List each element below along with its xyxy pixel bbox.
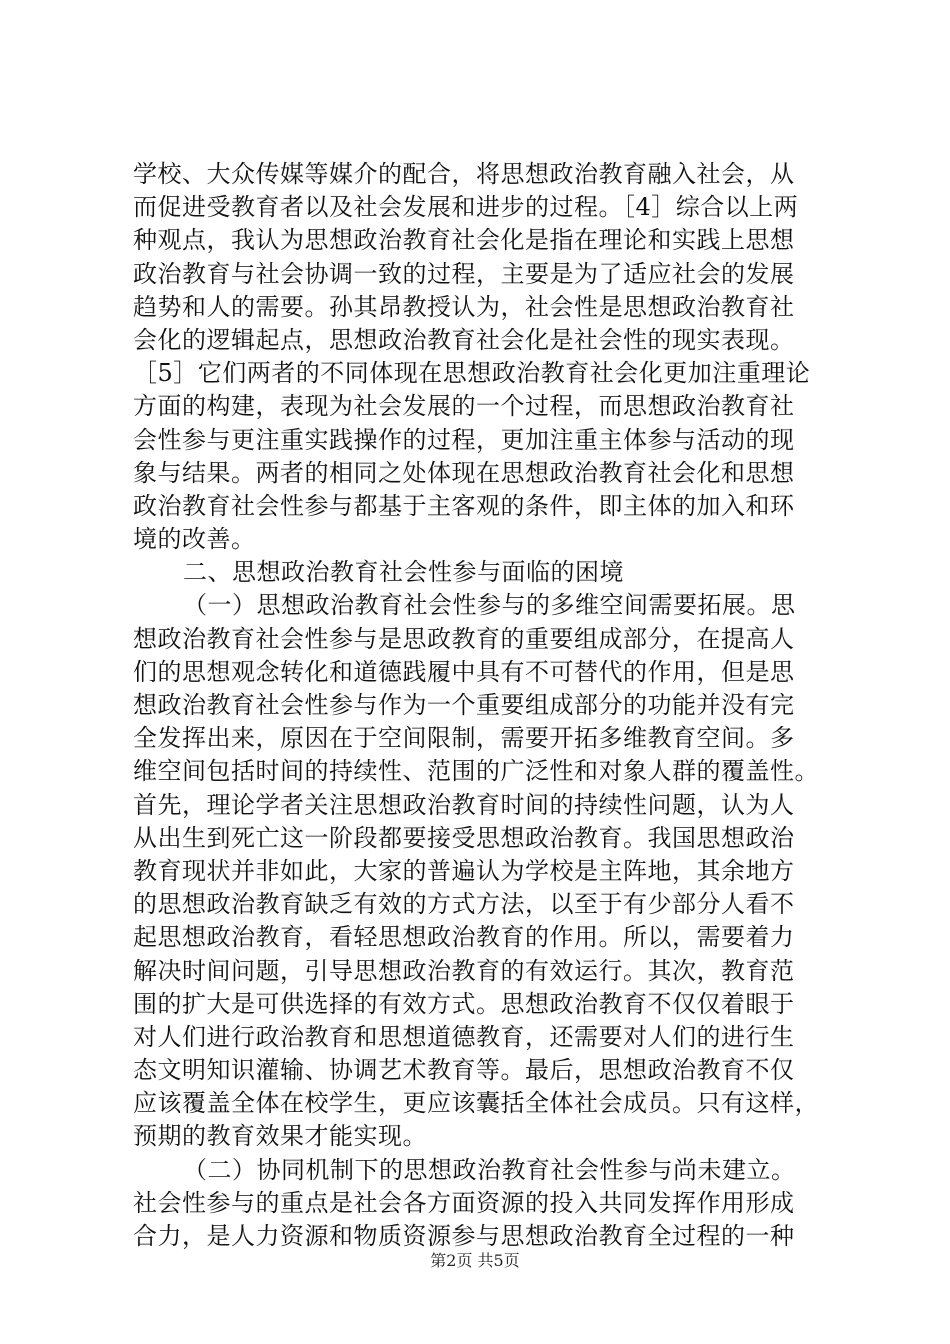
text-line: 维空间包括时间的持续性、范围的广泛性和对象人群的覆盖性。	[133, 757, 819, 786]
text-line: 想政治教育社会性参与作为一个重要组成部分的功能并没有完	[133, 691, 795, 719]
text-line: 学校、大众传媒等媒介的配合，将思想政治教育融入社会，从	[133, 160, 795, 188]
text-line: 种观点，我认为思想政治教育社会化是指在理论和实践上思想	[133, 226, 795, 255]
text-line: 政治教育与社会协调一致的过程，主要是为了适应社会的发展	[133, 259, 795, 288]
text-line: 教育现状并非如此，大家的普遍认为学校是主阵地，其余地方	[133, 856, 795, 885]
text-line: 应该覆盖全体在校学生，更应该囊括全体社会成员。只有这样，	[133, 1089, 819, 1118]
text-line: 想政治教育社会性参与是思政教育的重要组成部分，在提高人	[133, 624, 795, 653]
text-line: 趋势和人的需要。孙其昂教授认为，社会性是思想政治教育社	[133, 292, 795, 321]
text-line: 围的扩大是可供选择的有效方式。思想政治教育不仅仅着眼于	[133, 989, 795, 1018]
subsection-heading: （一）思想政治教育社会性参与的多维空间需要拓展。思	[183, 591, 796, 620]
text-line: 社会性参与的重点是社会各方面资源的投入共同发挥作用形成	[133, 1188, 795, 1217]
text-line: 首先，理论学者关注思想政治教育时间的持续性问题，认为人	[133, 790, 795, 819]
text-line: 们的思想观念转化和道德践履中具有不可替代的作用，但是思	[133, 657, 795, 686]
text-line: 象与结果。两者的相同之处体现在思想政治教育社会化和思想	[133, 458, 795, 487]
text-line: 境的改善。	[133, 525, 256, 554]
text-line: 从出生到死亡这一阶段都要接受思想政治教育。我国思想政治	[133, 823, 795, 852]
text-line: 全发挥出来，原因在于空间限制，需要开拓多维教育空间。多	[133, 724, 795, 753]
text-line: 态文明知识灌输、协调艺术教育等。最后，思想政治教育不仅	[133, 1056, 795, 1085]
text-line: 政治教育社会性参与都基于主客观的条件，即主体的加入和环	[133, 491, 795, 520]
page-number: 第2页 共5页	[430, 1251, 520, 1270]
text-line: 起思想政治教育，看轻思想政治教育的作用。所以，需要着力	[133, 923, 795, 952]
text-line: 而促进受教育者以及社会发展和进步的过程。［4］综合以上两	[133, 193, 799, 222]
text-line: 方面的构建，表现为社会发展的一个过程，而思想政治教育社	[133, 392, 795, 421]
subsection-heading: （二）协同机制下的思想政治教育社会性参与尚未建立。	[183, 1155, 796, 1184]
text-line: 会化的逻辑起点，思想政治教育社会化是社会性的现实表现。	[133, 325, 795, 354]
text-line: 解决时间问题，引导思想政治教育的有效运行。其次，教育范	[133, 956, 795, 985]
section-heading: 二、思想政治教育社会性参与面临的困境	[183, 558, 624, 587]
text-line: 预期的教育效果才能实现。	[133, 1122, 427, 1151]
document-body	[133, 158, 833, 1253]
page-footer	[0, 1248, 950, 1271]
text-line: ［5］它们两者的不同体现在思想政治教育社会化更加注重理论	[133, 359, 811, 388]
text-line: 会性参与更注重实践操作的过程，更加注重主体参与活动的现	[133, 425, 795, 454]
text-line: 合力，是人力资源和物质资源参与思想政治教育全过程的一种	[133, 1222, 795, 1250]
text-line: 对人们进行政治教育和思想道德教育，还需要对人们的进行生	[133, 1022, 795, 1051]
text-line: 的思想政治教育缺乏有效的方式方法，以至于有少部分人看不	[133, 890, 795, 919]
